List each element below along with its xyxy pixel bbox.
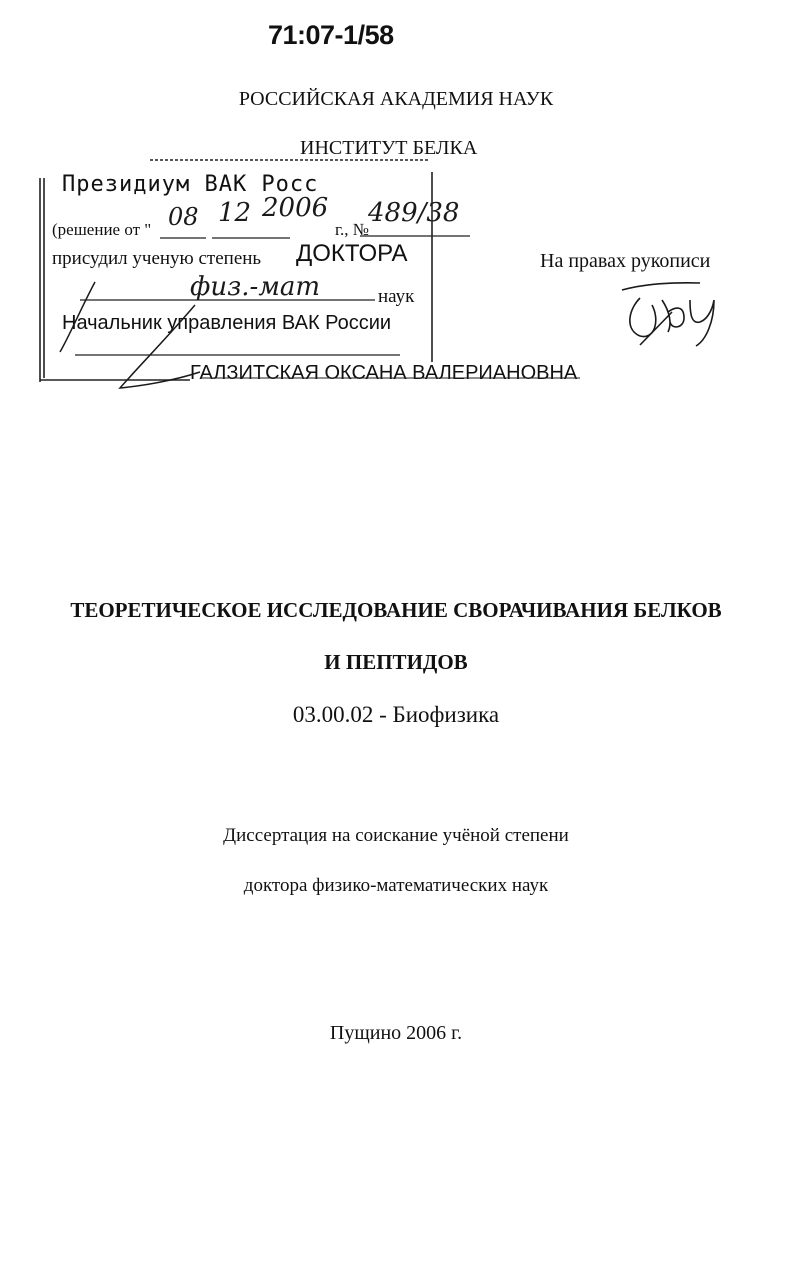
city-year: Пущино 2006 г. — [329, 1022, 463, 1044]
signature-stroke — [60, 282, 200, 388]
stamp-head-of-department: Начальник управления ВАК России — [62, 312, 392, 334]
stamp-underlines — [75, 236, 470, 355]
dissertation-purpose-line2: доктора физико-математических наук — [243, 875, 549, 896]
academy-name: РОССИЙСКАЯ АКАДЕМИЯ НАУК — [238, 88, 554, 110]
institute-name: ИНСТИТУТ БЕЛКА — [300, 137, 478, 159]
stamp-awarded-text: присудил ученую степень — [52, 248, 262, 269]
stamp-date-month: 12 — [218, 198, 252, 228]
dissertation-title-line1: ТЕОРЕТИЧЕСКОЕ ИССЛЕДОВАНИЕ СВОРАЧИВАНИЯ БЕЛКОВ — [70, 598, 722, 622]
dissertation-title-line2: И ПЕПТИДОВ — [324, 650, 468, 674]
handwritten-signature-icon — [622, 283, 714, 346]
stamp-degree: ДОКТОРА — [296, 240, 408, 267]
author-name: ГАЛЗИТСКАЯ ОКСАНА ВАЛЕРИАНОВНА — [190, 362, 578, 384]
manuscript-rights: На правах рукописи — [540, 250, 711, 272]
stamp-number-label: г., № — [335, 220, 370, 239]
catalog-number: 71:07-1/58 — [268, 20, 394, 50]
stamp-science-field: физ.-мат — [190, 272, 321, 302]
specialty-code: 03.00.02 - Биофизика — [292, 702, 500, 727]
stamp-frame — [40, 160, 580, 382]
stamp-science-word: наук — [378, 286, 415, 307]
stamp-reg-number: 489/38 — [368, 198, 460, 228]
stamp-date-day: 08 — [168, 203, 199, 231]
stamp-decision-label: (решение от " — [52, 220, 152, 239]
dissertation-purpose-line1: Диссертация на соискание учёной степени — [223, 825, 569, 846]
stamp-date-year: 2006 — [262, 193, 329, 223]
stamp-presidium: Президиум ВАК Росс — [62, 172, 319, 197]
